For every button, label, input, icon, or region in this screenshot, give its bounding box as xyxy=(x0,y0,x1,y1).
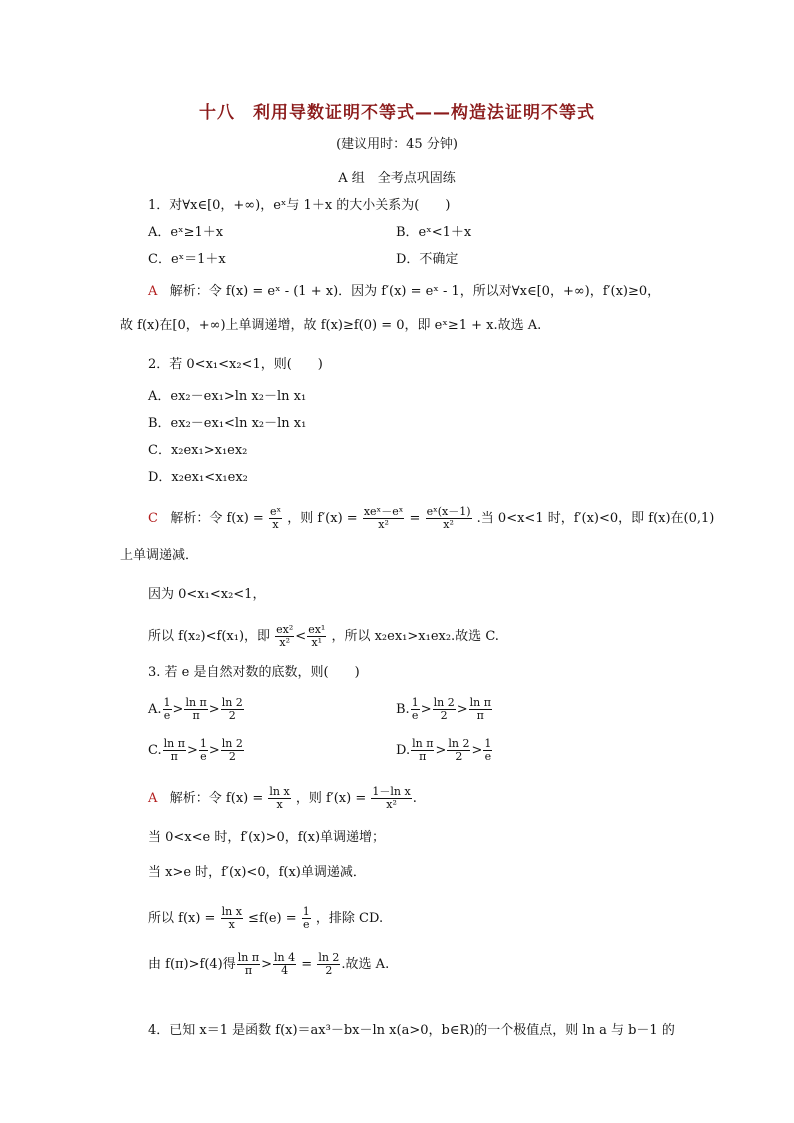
greater-than: > xyxy=(208,702,220,717)
q2-line4-prefix: 所以 f(x₂)<f(x₁)，即 xyxy=(148,629,271,644)
suggested-time: (建议用时：45 分钟) xyxy=(336,137,458,152)
frac-ln4-over-4 xyxy=(273,952,296,977)
q3-solution-line3: 当 x>e 时，f′(x)<0，f(x)单调递减． xyxy=(148,865,366,880)
frac-numerator: ln 2 xyxy=(433,696,455,709)
q2-solution-line4 xyxy=(148,624,499,649)
frac-numerator: ln π xyxy=(412,737,434,750)
frac-denominator: 2 xyxy=(228,750,236,763)
frac-denominator: e xyxy=(303,918,310,931)
frac-lnpi-over-pi xyxy=(469,697,492,722)
frac-numerator: ln π xyxy=(469,696,491,709)
q3-stem: 3. 若 e 是自然对数的底数，则( ) xyxy=(148,665,360,680)
q2-line4-suffix: ，所以 x₂ex₁>x₁ex₂.故选 C. xyxy=(331,629,499,644)
frac-denominator: x² xyxy=(443,518,454,531)
frac-ln2-over-2 xyxy=(221,738,244,763)
frac-denominator: x² xyxy=(386,798,397,811)
frac-numerator: ln x xyxy=(221,905,242,918)
q1-solution-line2: 故 f(x)在[0，+∞)上单调递增，故 f(x)≥f(0) = 0，即 eˣ≥1 + x.故选 A. xyxy=(120,318,542,333)
q2-sol-equals: = xyxy=(409,511,421,526)
frac-denominator: π xyxy=(419,750,427,763)
frac-1-over-e xyxy=(302,906,311,931)
frac-denominator: x¹ xyxy=(311,636,323,649)
frac-numerator: ln π xyxy=(237,951,260,964)
greater-than: > xyxy=(456,702,468,717)
frac-denominator: 4 xyxy=(281,964,289,977)
greater-than: > xyxy=(208,743,220,758)
q3-sol-prefix: 解析：令 f(x) = xyxy=(169,791,264,806)
frac-denominator: e xyxy=(163,709,171,722)
frac-numerator: 1 xyxy=(302,905,310,918)
option-label: A. xyxy=(148,702,162,717)
frac-numerator: xeˣ－eˣ xyxy=(363,505,404,518)
q3-solution-line5 xyxy=(148,952,389,977)
frac-denominator: 2 xyxy=(440,709,448,722)
q2-solution-line3: 因为 0<x₁<x₂<1， xyxy=(148,587,266,602)
q2-stem: 2．若 0<x₁<x₂<1，则( ) xyxy=(148,357,323,372)
q3-answer: A xyxy=(148,791,158,806)
q1-solution-line1 xyxy=(148,283,660,301)
frac-ln2-over-2 xyxy=(433,697,456,722)
q1-option-d: D．不确定 xyxy=(396,252,459,267)
greater-than: > xyxy=(172,702,184,717)
frac-derivative xyxy=(371,786,411,811)
q3-solution-line4 xyxy=(148,906,383,931)
frac-lnpi-over-pi xyxy=(237,952,260,977)
q4-stem: 4．已知 x＝1 是函数 f(x)＝ax³－bx－ln x(a>0，b∈R)的一个极值点，则 ln a 与 b－1 的 xyxy=(148,1023,675,1038)
frac-ln2-over-2 xyxy=(221,697,244,722)
q2-frac-a xyxy=(275,624,294,649)
frac-denominator: π xyxy=(192,709,200,722)
frac-denominator: π xyxy=(476,709,484,722)
frac-denominator: x xyxy=(272,518,279,531)
q2-sol-mid: ，则 f′(x) = xyxy=(287,511,358,526)
page-title: 十八 利用导数证明不等式——构造法证明不等式 xyxy=(199,103,595,123)
frac-denominator: x² xyxy=(378,518,389,531)
q2-answer: C xyxy=(148,511,158,526)
frac-numerator: ex¹ xyxy=(308,623,326,636)
option-label: C. xyxy=(148,743,162,758)
q3-line5-suffix: .故选 A. xyxy=(341,957,390,972)
frac-lnpi-over-pi xyxy=(163,738,186,763)
frac-lnx-over-x xyxy=(268,786,290,811)
q1-solution-text1: 解析：令 f(x) = eˣ - (1 + x)．因为 f′(x) = eˣ - 1，所以对∀x∈[0，+∞)，f′(x)≥0， xyxy=(169,284,661,299)
frac-numerator: ln 2 xyxy=(221,696,243,709)
q3-option-d xyxy=(396,738,493,763)
q3-line4-prefix: 所以 f(x) = xyxy=(148,911,216,926)
frac-numerator: eˣ xyxy=(269,505,282,518)
greater-than: > xyxy=(261,957,273,972)
q2-less-than: < xyxy=(295,629,307,644)
option-label: D. xyxy=(396,743,411,758)
q2-frac-derivative-1 xyxy=(363,506,405,531)
frac-denominator: 2 xyxy=(228,709,236,722)
frac-denominator: x xyxy=(276,798,283,811)
q3-line5-prefix: 由 f(π)>f(4)得 xyxy=(148,957,236,972)
q1-answer: A xyxy=(148,284,158,299)
q3-sol-end: . xyxy=(412,791,417,806)
greater-than: > xyxy=(471,743,483,758)
q2-sol-tail: .当 0<x<1 时，f′(x)<0，即 f(x)在(0,1) xyxy=(476,511,715,526)
q2-solution-line1 xyxy=(148,506,714,531)
frac-lnpi-over-pi xyxy=(184,697,207,722)
q1-option-c: C．eˣ＝1＋x xyxy=(148,252,226,267)
q2-option-d: D．x₂ex₁<x₁ex₂ xyxy=(148,470,248,485)
frac-numerator: ln x xyxy=(269,785,290,798)
frac-numerator: ln 2 xyxy=(221,737,243,750)
frac-numerator: 1 xyxy=(199,737,207,750)
q2-option-a: A．ex₂－ex₁>ln x₂－ln x₁ xyxy=(148,389,307,404)
greater-than: > xyxy=(435,743,447,758)
frac-numerator: 1 xyxy=(163,696,171,709)
q3-option-b xyxy=(396,697,493,722)
frac-numerator: ex² xyxy=(276,623,294,636)
frac-numerator: ln π xyxy=(163,737,185,750)
q3-option-a xyxy=(148,697,245,722)
frac-numerator: 1－ln x xyxy=(372,785,411,798)
frac-denominator: e xyxy=(411,709,419,722)
q3-option-c xyxy=(148,738,245,763)
greater-than: > xyxy=(186,743,198,758)
frac-ln2-over-2 xyxy=(317,952,340,977)
frac-numerator: ln 4 xyxy=(274,951,296,964)
q3-solution-line1 xyxy=(148,786,417,811)
frac-lnx-over-x xyxy=(221,906,243,931)
q2-option-b: B．ex₂－ex₁<ln x₂－ln x₁ xyxy=(148,416,307,431)
q2-solution-line2: 上单调递减． xyxy=(120,548,199,563)
frac-ln2-over-2 xyxy=(447,738,470,763)
frac-denominator: e xyxy=(484,750,492,763)
q1-option-a: A．eˣ≥1＋x xyxy=(148,225,224,240)
q2-sol-prefix: 解析：令 f(x) = xyxy=(170,511,264,526)
frac-denominator: x xyxy=(228,918,235,931)
greater-than: > xyxy=(420,702,432,717)
q2-frac-ex-over-x xyxy=(269,506,282,531)
q3-solution-line2: 当 0<x<e 时，f′(x)>0，f(x)单调递增； xyxy=(148,830,386,845)
option-label: B. xyxy=(396,702,410,717)
frac-1-over-e xyxy=(163,697,172,722)
q3-sol-mid: ，则 f′(x) = xyxy=(295,791,367,806)
frac-numerator: ln 2 xyxy=(318,951,340,964)
q2-option-c: C．x₂ex₁>x₁ex₂ xyxy=(148,443,248,458)
q3-line4-suffix: ，排除 CD. xyxy=(315,911,384,926)
frac-numerator: 1 xyxy=(411,696,419,709)
group-heading: A 组 全考点巩固练 xyxy=(338,171,456,186)
frac-1-over-e xyxy=(411,697,420,722)
frac-denominator: x² xyxy=(279,636,291,649)
frac-denominator: e xyxy=(200,750,207,763)
q3-line5-equals: = xyxy=(301,957,313,972)
frac-numerator: eˣ(x－1) xyxy=(426,505,471,518)
q3-line4-mid: ≤f(e) = xyxy=(248,911,297,926)
frac-numerator: ln π xyxy=(185,696,207,709)
frac-denominator: π xyxy=(170,750,178,763)
frac-denominator: 2 xyxy=(325,964,333,977)
q1-stem: 1．对∀x∈[0，+∞)，eˣ与 1＋x 的大小关系为( ) xyxy=(148,198,451,213)
frac-1-over-e xyxy=(483,738,492,763)
frac-denominator: π xyxy=(244,964,253,977)
frac-lnpi-over-pi xyxy=(411,738,434,763)
frac-1-over-e xyxy=(199,738,208,763)
frac-numerator: 1 xyxy=(484,737,492,750)
q2-frac-b xyxy=(307,624,326,649)
q1-option-b: B．eˣ<1＋x xyxy=(396,225,472,240)
frac-denominator: 2 xyxy=(455,750,463,763)
frac-numerator: ln 2 xyxy=(448,737,470,750)
q2-frac-derivative-2 xyxy=(426,506,472,531)
